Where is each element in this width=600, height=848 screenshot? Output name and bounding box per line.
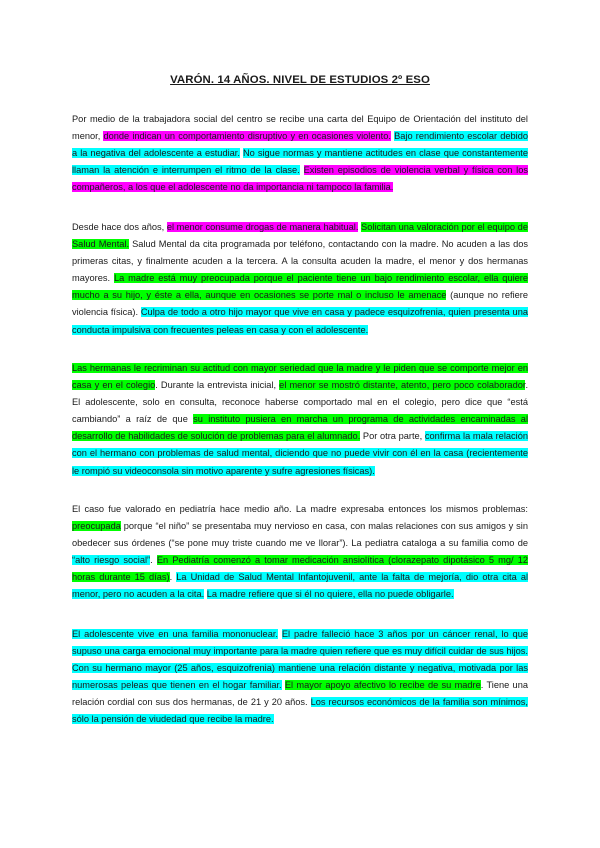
paragraph-1 <box>72 111 528 196</box>
highlighted-text-green: el menor se mostró distante, atento, pero poco colaborador <box>279 380 526 391</box>
paragraph-2 <box>72 219 528 339</box>
highlighted-text-green: En Pediatría comenzó a tomar medicación ansiolítica (clorazepato dipotásico 5 mg/ 12 horas durante 15 días) <box>72 555 529 583</box>
highlighted-text-cyan: La Unidad de Salud Mental Infantojuvenil, ante la falta de mejoría, dio otra cita al menor, pero no acuden a la cita. <box>72 572 529 600</box>
body-text: (aunque no refiere violencia física). <box>72 290 528 318</box>
highlighted-text-green: Las hermanas le recriminan su actitud con mayor seriedad que la madre y le piden que se comporte mejor en casa y en el colegio <box>72 363 528 391</box>
paragraph-3 <box>72 360 528 480</box>
highlighted-text-cyan: El padre falleció hace 3 años por un cáncer renal, lo que supuso una carga emocional muy importante para la madre quien refiere que es muy difícil cuidar de sus hijos. <box>72 629 528 657</box>
highlighted-text-magenta: el menor consume drogas de manera habitual. <box>166 222 359 232</box>
body-text: Salud Mental da cita programada por teléfono, contactando con la madre. No acuden a las dos primeras citas, y finalmente acuden a la tercera. A la consulta acuden la madre, el menor y dos hermanas mayores. <box>72 239 528 284</box>
body-text: . Durante la entrevista inicial, <box>155 380 280 391</box>
highlighted-text-cyan: Con su hermano mayor (25 años, esquizofrenia) mantiene una relación distante y negativa, motivada por las numerosas peleas que tienen en el hogar familiar. <box>72 663 528 691</box>
paragraph-4 <box>72 501 528 604</box>
highlighted-text-cyan: No sigue normas y mantiene actitudes en clase que constantemente llaman la atención e interrumpen el ritmo de la clase. <box>72 148 529 176</box>
body-text: Por medio de la trabajadora social del centro se recibe una carta del Equipo de Orientación del instituto del menor, <box>72 114 528 142</box>
document-title: VARÓN. 14 AÑOS. NIVEL DE ESTUDIOS 2º ESO <box>170 74 430 86</box>
highlighted-text-cyan: Los recursos económicos de la familia son mínimos, sólo la pensión de viudedad que recibe la madre. <box>72 697 528 725</box>
highlighted-text-green: preocupada <box>72 521 121 532</box>
body-text: . <box>150 555 157 566</box>
body-text: Desde hace dos años, <box>72 222 167 232</box>
highlighted-text-cyan: “alto riesgo social” <box>72 555 151 566</box>
body-text: Por otra parte, <box>360 431 425 442</box>
highlighted-text-cyan: La madre refiere que si él no quiere, ella no puede obligarle. <box>206 589 454 600</box>
body-text: El caso fue valorado en pediatría hace medio año. La madre expresaba entonces los mismos problemas: <box>72 504 528 514</box>
highlighted-text-magenta: Existen episodios de violencia verbal y física con los compañeros, a los que el adolescente no da importancia ni tampoco la familia. <box>72 165 528 193</box>
highlighted-text-magenta: donde indican un comportamiento disruptivo y en ocasiones violento. <box>103 131 391 142</box>
highlighted-text-cyan: El adolescente vive en una familia mononuclear. <box>72 629 278 639</box>
body-text: porque “el niño” se presentaba muy nervioso en casa, con malas relaciones con sus amigos y sin obedecer sus órdenes (“se pone muy triste cuando me ve llorar”). La pediatra cataloga a su familia como de <box>72 521 528 549</box>
body-text: . El adolescente, solo en consulta, reconoce haberse comportado mal en el colegio, pero dice que “está cambiando” a raíz de que <box>72 380 529 425</box>
highlighted-text-cyan: , diciendo que no puede vivir con él en la casa (recientemente le rompió su videoconsola sin motivo aparente y sufre agresiones físicas). <box>72 448 528 476</box>
body-text: . Tiene una relación cordial con sus dos hermanas, de 21 y 20 años. <box>72 680 528 708</box>
highlighted-text-green: Solicitan una valoración por el equipo de Salud Mental. <box>72 222 528 250</box>
highlighted-text-cyan: Culpa de todo a otro hijo mayor que vive en casa y padece esquizofrenia, quien presenta una conducta impulsiva con frecuentes peleas en casa y con el adolescente. <box>72 307 528 335</box>
body-text <box>300 165 304 175</box>
highlighted-text-green: su instituto pusiera en marcha un programa de actividades encaminadas al desarrollo de habilidades de solución de problemas para el alumnado. <box>72 414 529 442</box>
paragraph-5 <box>72 626 528 729</box>
highlighted-text-cyan: confirma la mala relación con el hermano con problemas de salud mental <box>72 431 528 459</box>
highlighted-text-cyan: Bajo rendimiento escolar debido a la negativa del adolescente a estudiar. <box>72 131 528 159</box>
highlighted-text-green: La madre está muy preocupada porque el paciente tiene un bajo rendimiento escolar, ella quiere mucho a su hijo, y éste a ella, aunque en ocasiones se porte mal o incluso le amenace <box>72 273 529 301</box>
body-text: . <box>169 572 177 583</box>
highlighted-text-green: El mayor apoyo afectivo lo recibe de su madre <box>284 680 481 691</box>
